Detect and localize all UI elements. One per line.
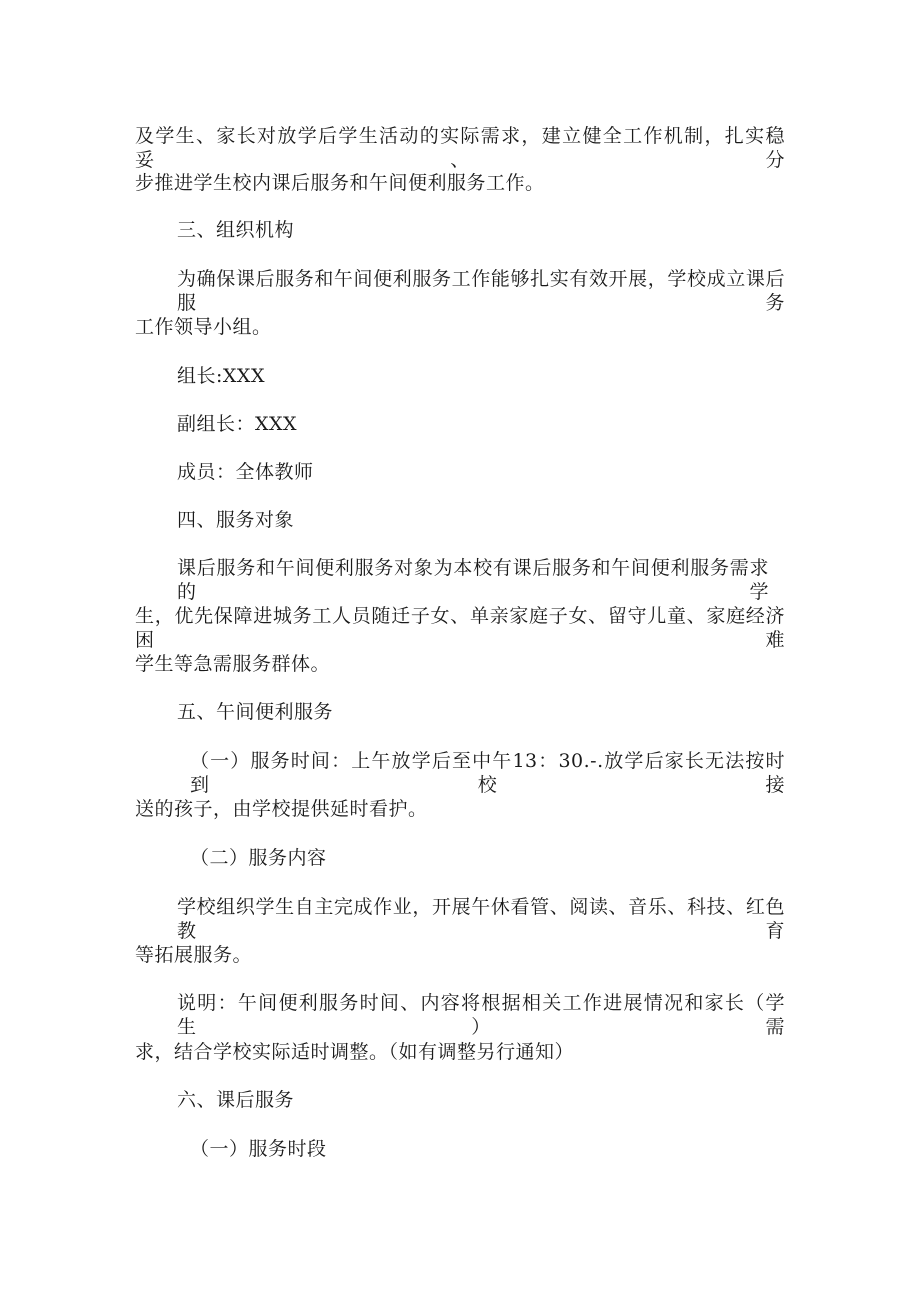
- section-heading: 五、午间便利服务: [177, 701, 334, 723]
- subsection-heading: （一）服务时段: [190, 1138, 327, 1160]
- deputy-leader-line: 副组长：XXX: [177, 413, 298, 435]
- paragraph-line: 生，优先保障进城务工人员随迁子女、单亲家庭子女、留守儿童、家庭经济困难: [135, 605, 785, 651]
- section-heading: 四、服务对象: [177, 509, 295, 531]
- note-line: 说明：午间便利服务时间、内容将根据相关工作进展情况和家长（学生）需: [177, 992, 785, 1038]
- paragraph-line: 送的孩子，由学校提供延时看护。: [135, 798, 428, 820]
- subsection-heading: （二）服务内容: [190, 847, 327, 869]
- note-line: 求，结合学校实际适时调整。（如有调整另行通知）: [135, 1041, 575, 1063]
- paragraph-line: 等拓展服务。: [135, 944, 253, 966]
- paragraph-line: 课后服务和午间便利服务对象为本校有课后服务和午间便利服务需求的学: [177, 557, 769, 603]
- section-heading: 三、组织机构: [177, 219, 295, 241]
- section-heading: 六、课后服务: [177, 1089, 295, 1111]
- paragraph-line: 及学生、家长对放学后学生活动的实际需求，建立健全工作机制，扎实稳妥、分: [135, 125, 785, 171]
- members-line: 成员：全体教师: [177, 461, 314, 483]
- paragraph-line: 为确保课后服务和午间便利服务工作能够扎实有效开展，学校成立课后服务: [177, 268, 785, 314]
- paragraph-line: 学校组织学生自主完成作业，开展午休看管、阅读、音乐、科技、红色教育: [177, 896, 785, 942]
- leader-line: 组长:XXX: [177, 365, 265, 387]
- paragraph-line: 学生等急需服务群体。: [135, 653, 331, 675]
- paragraph-line: 步推进学生校内课后服务和午间便利服务工作。: [135, 172, 545, 194]
- paragraph-line: 工作领导小组。: [135, 316, 272, 338]
- paragraph-line: （一）服务时间：上午放学后至中午13：30.-.放学后家长无法按时到校接: [190, 750, 785, 796]
